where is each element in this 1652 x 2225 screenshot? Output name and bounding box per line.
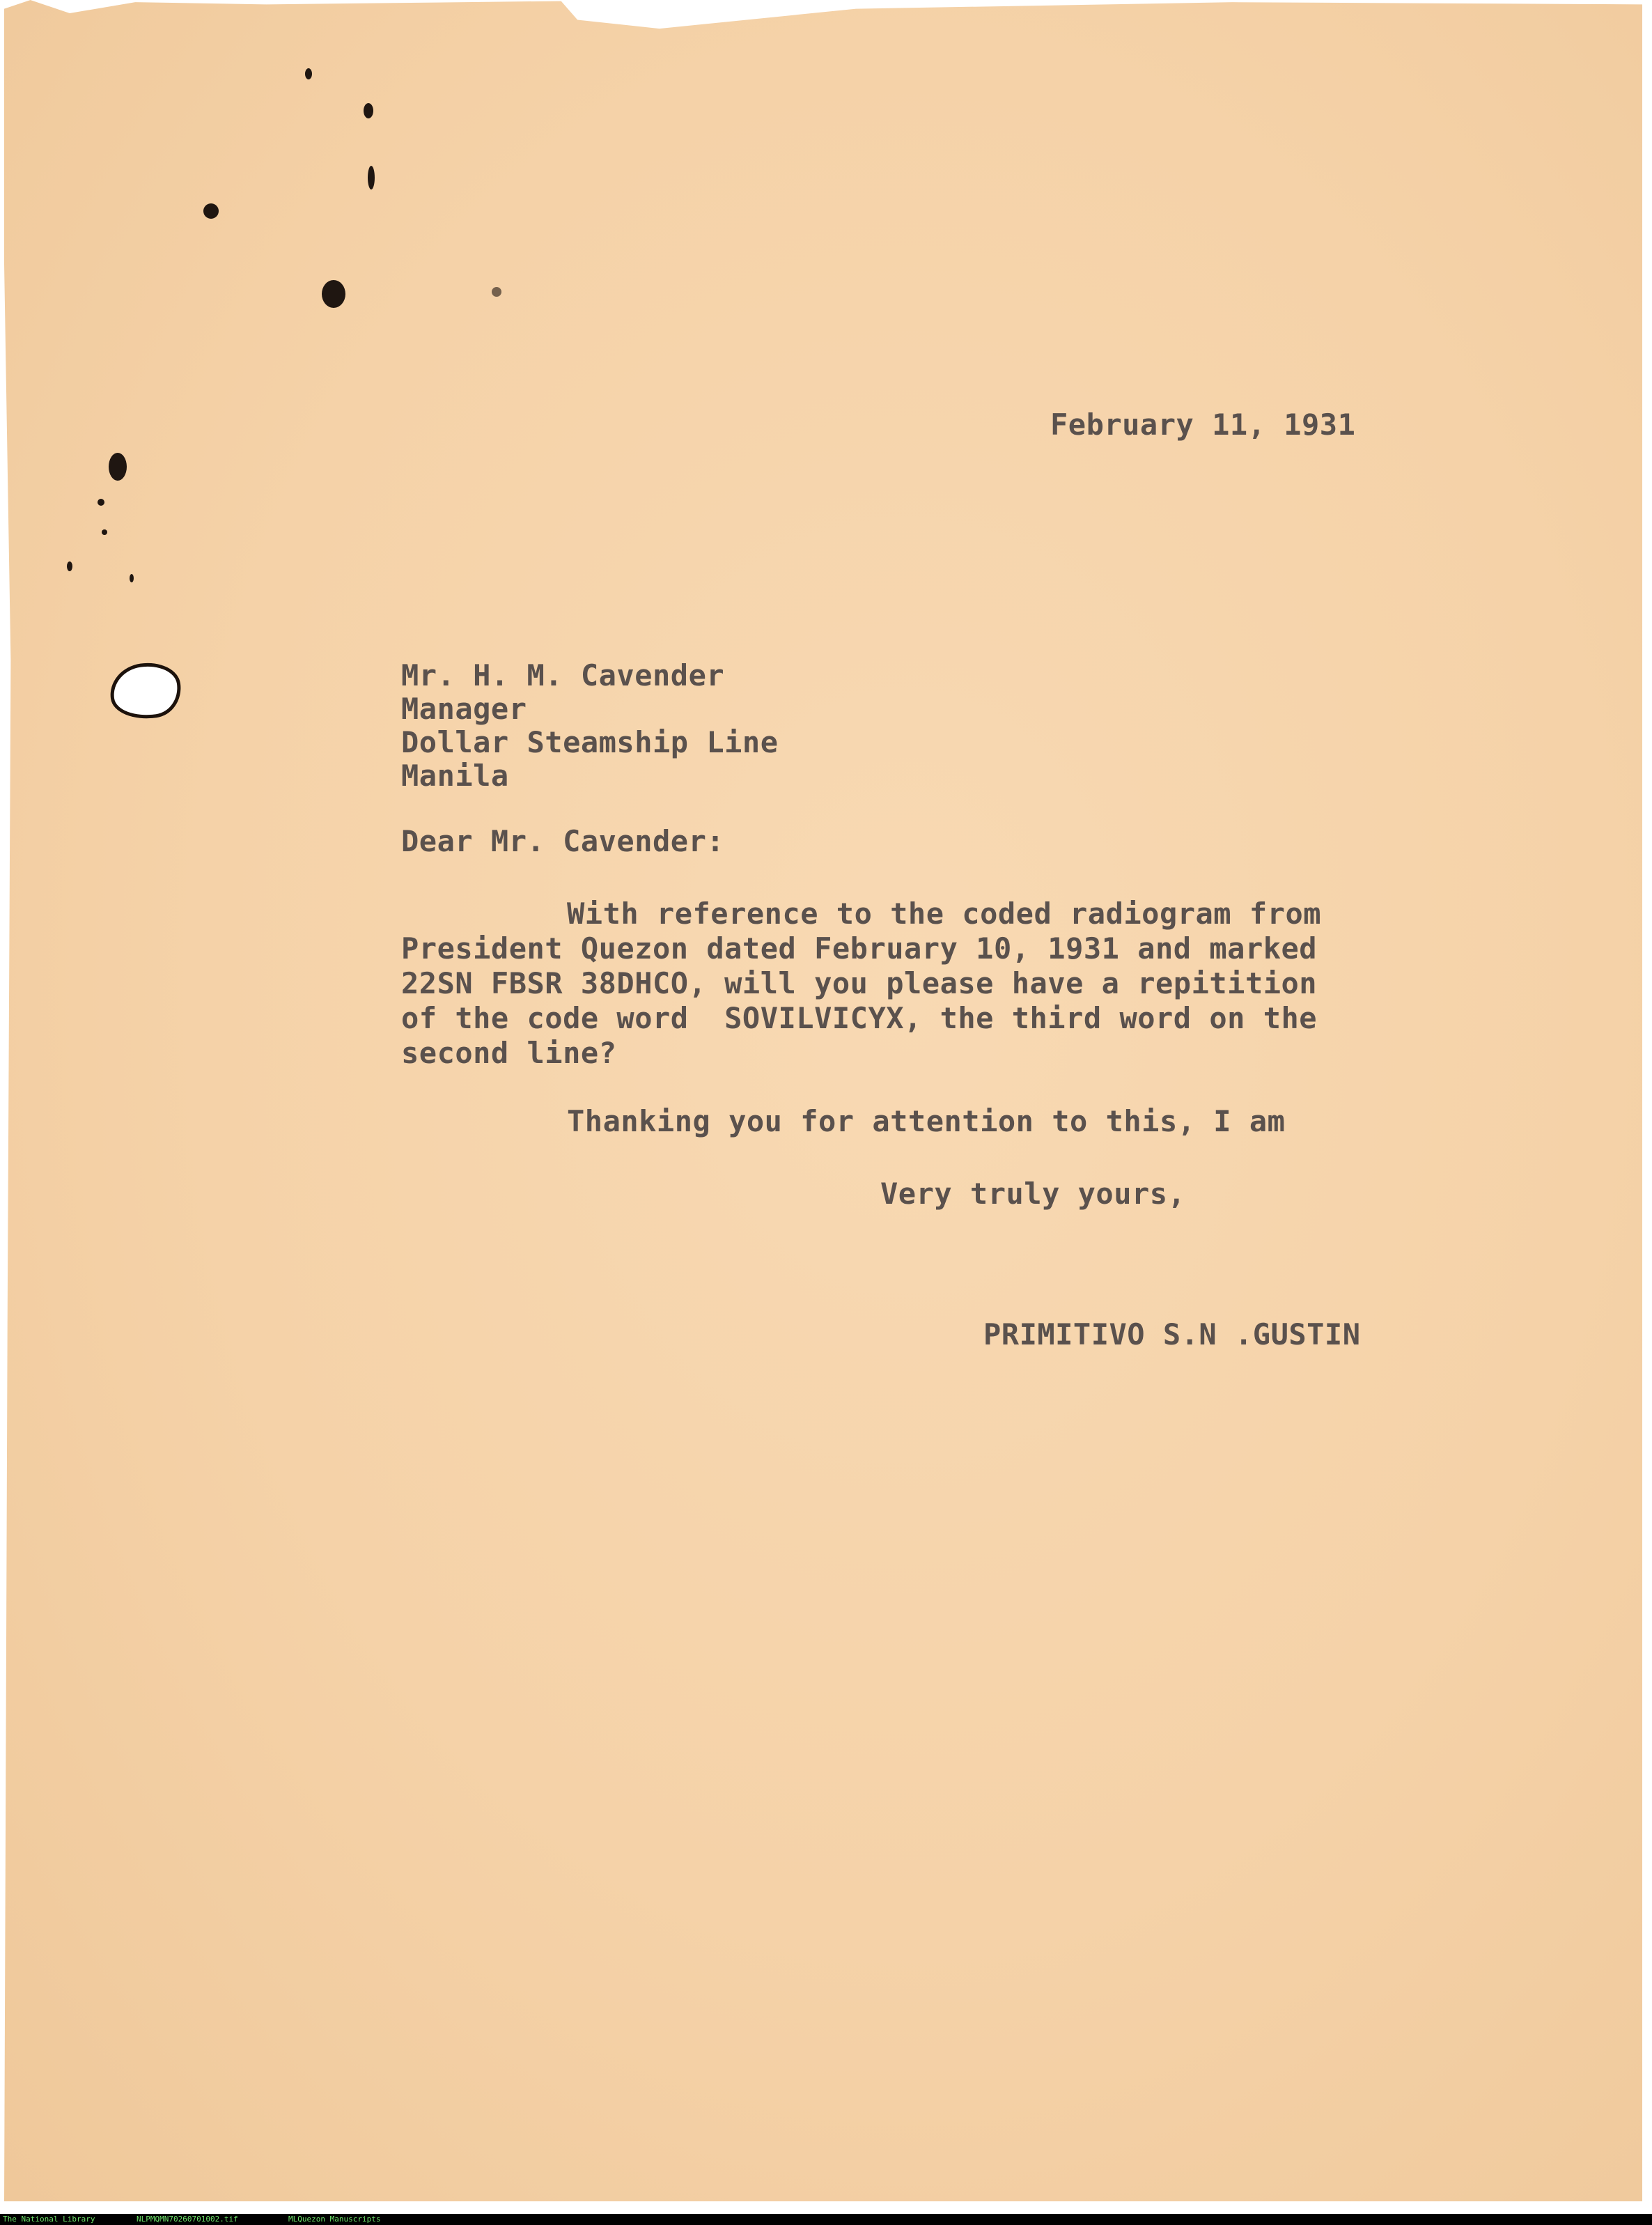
archive-footer <box>0 2214 1652 2225</box>
ink-speck <box>322 280 345 308</box>
footer-library: The National Library <box>3 2215 95 2224</box>
body-line: of the code word SOVILVICYX, the third word on the <box>401 1001 1318 1035</box>
letter-date: February 11, 1931 <box>1050 408 1356 442</box>
ink-speck <box>67 561 72 571</box>
salutation: Dear Mr. Cavender: <box>401 824 725 858</box>
ink-speck <box>492 287 501 297</box>
complimentary-close: Very truly yours, <box>880 1177 1186 1211</box>
recipient-name: Mr. H. M. Cavender <box>401 658 725 692</box>
ink-speck <box>368 166 375 189</box>
ink-speck <box>130 574 134 582</box>
body-line: 22SN FBSR 38DHCO, will you please have a repitition <box>401 966 1318 1000</box>
footer-filename: NLPMQMN70260701002.tif <box>137 2215 238 2224</box>
letter-paper <box>4 0 1642 2201</box>
ink-speck <box>98 499 104 506</box>
ink-speck <box>364 103 373 118</box>
signature-name: PRIMITIVO S.N .GUSTIN <box>983 1317 1361 1351</box>
ink-speck <box>203 203 219 219</box>
body-line: second line? <box>401 1036 617 1070</box>
body-line: President Quezon dated February 10, 1931 and marked <box>401 931 1318 966</box>
closing-thanks: Thanking you for attention to this, I am <box>567 1104 1286 1138</box>
recipient-company: Dollar Steamship Line <box>401 725 779 759</box>
recipient-city: Manila <box>401 759 509 793</box>
recipient-title: Manager <box>401 692 527 726</box>
ink-speck <box>305 68 312 79</box>
ink-speck <box>102 529 107 535</box>
body-line: With reference to the coded radiogram from <box>567 897 1322 931</box>
footer-collection: MLQuezon Manuscripts <box>288 2215 381 2224</box>
ink-speck <box>109 453 127 481</box>
